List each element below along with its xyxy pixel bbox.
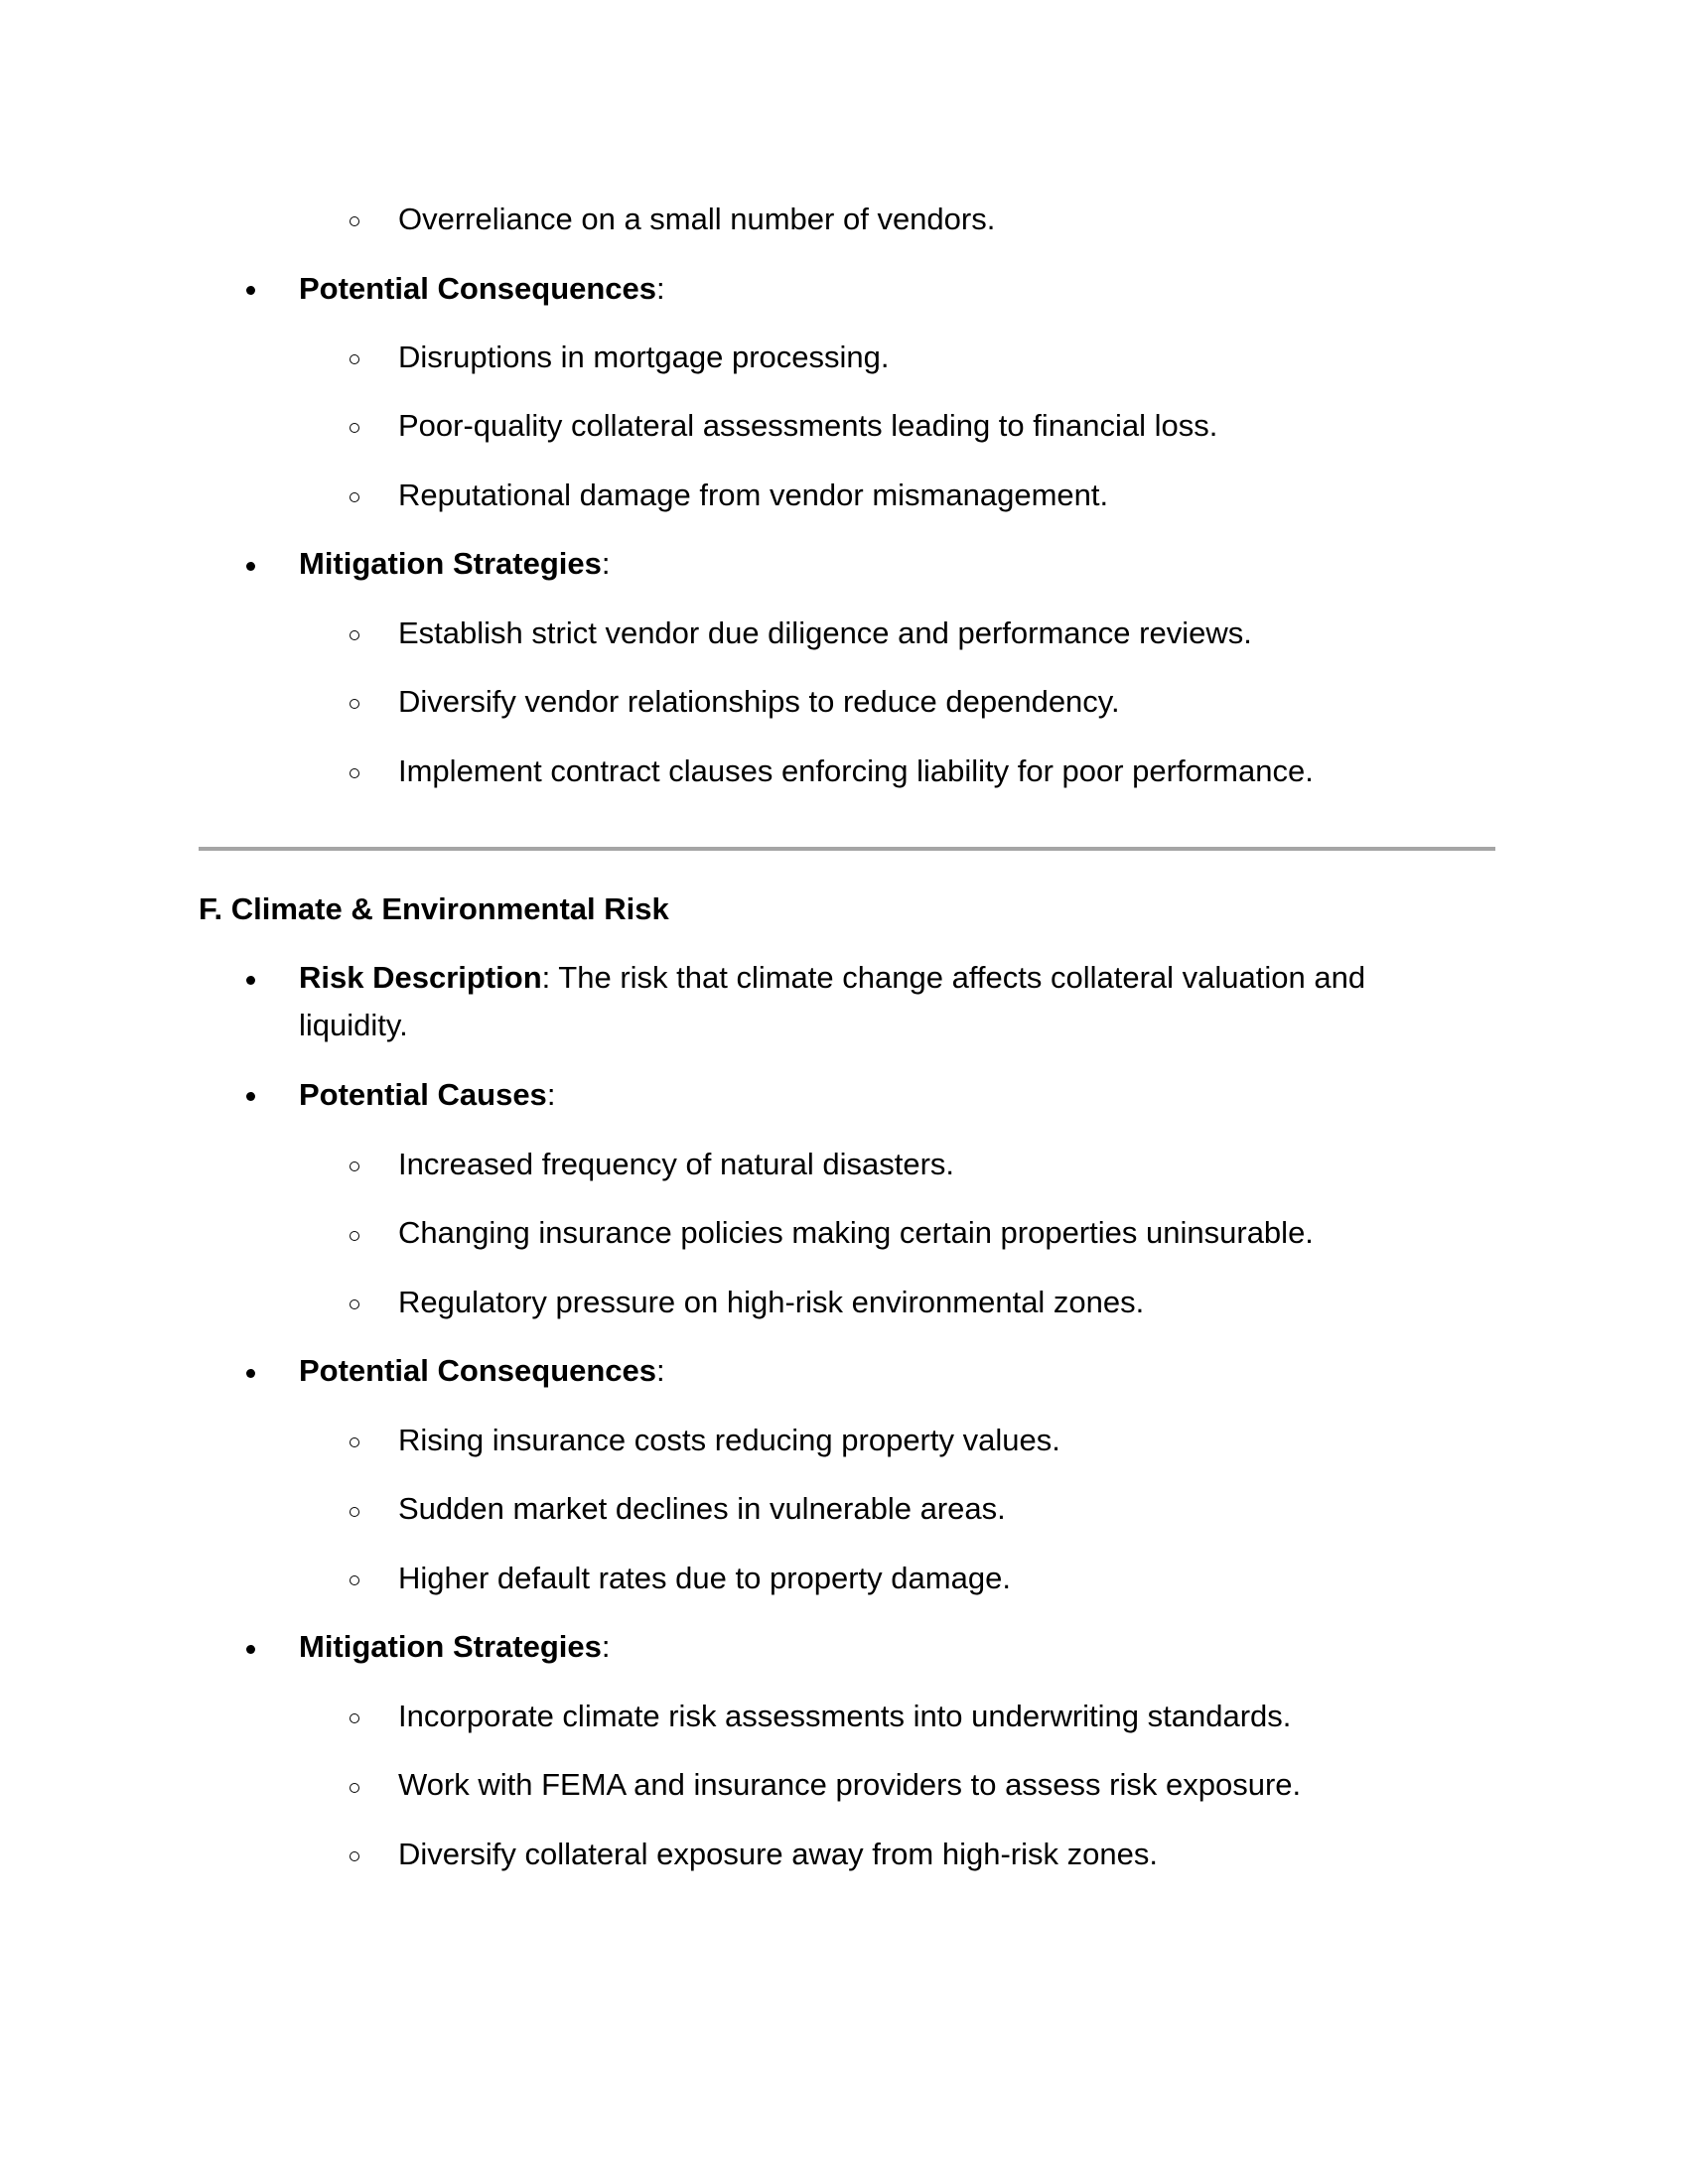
list-item: Sudden market declines in vulnerable areas. <box>398 1491 1006 1526</box>
list-item-heading <box>299 1624 611 1670</box>
bullet-icon <box>246 1369 255 1378</box>
mitigation-label: Mitigation Strategies <box>299 1629 602 1664</box>
colon: : <box>601 546 611 581</box>
sub-bullet-icon <box>350 1851 359 1861</box>
sub-bullet-icon <box>350 1161 359 1171</box>
list-item: Rising insurance costs reducing property values. <box>398 1423 1060 1457</box>
section-heading: F. Climate & Environmental Risk <box>199 891 669 926</box>
list-item: Higher default rates due to property damage. <box>398 1561 1011 1595</box>
list-item: Poor-quality collateral assessments leading to financial loss. <box>398 408 1218 443</box>
sub-bullet-icon <box>350 699 359 709</box>
sub-bullet-icon <box>350 1507 359 1517</box>
consequences-label: Potential Consequences <box>299 271 657 306</box>
list-item-heading <box>299 1348 665 1394</box>
sub-bullet-icon <box>350 1575 359 1585</box>
sub-bullet-icon <box>350 492 359 502</box>
colon: : <box>601 1629 611 1664</box>
sub-bullet-icon <box>350 354 359 364</box>
list-item: Establish strict vendor due diligence and performance reviews. <box>398 615 1252 650</box>
list-item: Changing insurance policies making certain properties uninsurable. <box>398 1215 1314 1250</box>
sub-bullet-icon <box>350 423 359 433</box>
causes-label: Potential Causes <box>299 1077 547 1112</box>
list-item-heading <box>299 266 665 312</box>
list-item: Increased frequency of natural disasters. <box>398 1147 955 1181</box>
list-item: Reputational damage from vendor mismanagement. <box>398 478 1109 512</box>
list-item: Diversify vendor relationships to reduce dependency. <box>398 684 1120 719</box>
consequences-label: Potential Consequences <box>299 1353 657 1388</box>
description-text: : The risk that climate change affects collateral valuation and <box>541 960 1366 995</box>
sub-bullet-icon <box>350 216 359 226</box>
list-item: Regulatory pressure on high-risk environmental zones. <box>398 1285 1145 1319</box>
list-item: Implement contract clauses enforcing liability for poor performance. <box>398 753 1314 788</box>
colon: : <box>656 271 665 306</box>
sub-bullet-icon <box>350 1437 359 1447</box>
list-item: Overreliance on a small number of vendors. <box>398 202 996 236</box>
list-item-heading <box>299 1072 555 1118</box>
bullet-icon <box>246 1092 255 1101</box>
bullet-icon <box>246 976 255 985</box>
sub-bullet-icon <box>350 630 359 640</box>
list-item: Incorporate climate risk assessments into underwriting standards. <box>398 1699 1292 1733</box>
list-item-heading <box>299 541 611 587</box>
colon: : <box>656 1353 665 1388</box>
section-divider <box>199 847 1495 851</box>
description-continuation: liquidity. <box>299 1008 408 1042</box>
list-item: Disruptions in mortgage processing. <box>398 340 890 374</box>
bullet-icon <box>246 1645 255 1654</box>
list-item-heading <box>299 955 1365 1001</box>
colon: : <box>546 1077 556 1112</box>
list-item: Work with FEMA and insurance providers to assess risk exposure. <box>398 1767 1302 1802</box>
sub-bullet-icon <box>350 768 359 778</box>
sub-bullet-icon <box>350 1713 359 1723</box>
sub-bullet-icon <box>350 1231 359 1241</box>
bullet-icon <box>246 286 255 295</box>
sub-bullet-icon <box>350 1783 359 1793</box>
mitigation-label: Mitigation Strategies <box>299 546 602 581</box>
bullet-icon <box>246 562 255 571</box>
description-label: Risk Description <box>299 960 542 995</box>
list-item: Diversify collateral exposure away from high-risk zones. <box>398 1837 1158 1871</box>
sub-bullet-icon <box>350 1299 359 1309</box>
